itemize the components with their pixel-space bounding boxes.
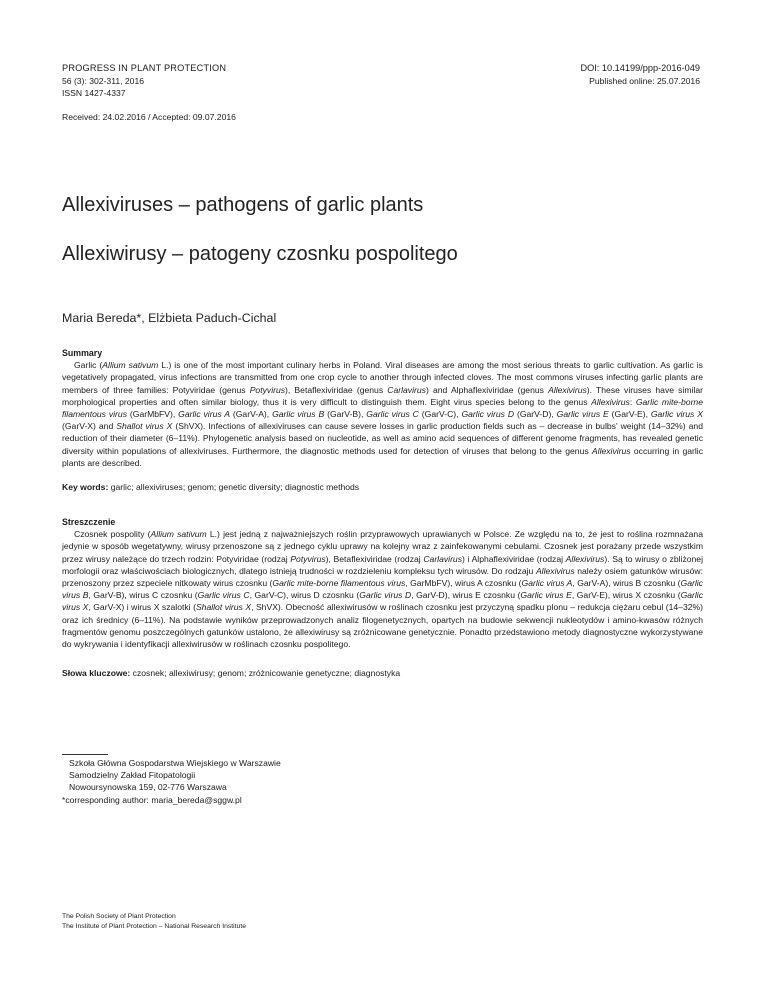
text-run: ) i Alphaflexiviridae (rodzaj <box>462 553 566 564</box>
text-run: , GarMbFV), wirus A czosnku ( <box>405 578 522 589</box>
summary-heading: Summary <box>62 348 103 358</box>
slowa-kluczowe-text: czosnek; allexiwirusy; genom; zróżnicowanie genetyczne; diagnostyka <box>130 668 401 678</box>
italic-term: Garlic virus C <box>197 590 250 601</box>
footnote-divider <box>62 754 108 755</box>
italic-term: Potyvirus <box>290 553 326 564</box>
italic-term: Allexivirus <box>535 565 575 576</box>
italic-term: Garlic virus C <box>366 409 419 420</box>
text-run: (GarV-E), <box>608 409 651 420</box>
keywords <box>62 481 703 493</box>
publisher-institute: The Institute of Plant Protection – National Research Institute <box>62 922 246 930</box>
text-run: Czosnek pospolity ( <box>74 529 151 540</box>
text-run: , GarV-C), wirus D czosnku ( <box>249 590 360 601</box>
italic-term: Allexivirus <box>591 396 630 407</box>
text-run: , GarV-A), wirus B czosnku ( <box>572 578 681 589</box>
text-run: occurring in garlic plants are described. <box>62 445 704 468</box>
keywords-text: garlic; allexiviruses; genom; genetic diversity; diagnostic methods <box>108 482 360 492</box>
slowa-kluczowe-label: Słowa kluczowe: <box>62 668 131 678</box>
streszczenie-heading: Streszczenie <box>62 517 116 527</box>
text-run: Garlic ( <box>74 360 103 371</box>
text-run: (ShVX). Infections of allexiviruses can cause severe losses in garlic production fields such as – decrease in bulbs' weight (14–32%) and reduction of their diameter (6–11%). Phylogenetic analysis based on nucleotide, as well as amino acid sequences of different genome fragments, has revealed genetic diversity within populations of allexiviruses. Furthermore, the diagnostic methods used for detection of viruses that belong to the genus <box>62 421 703 456</box>
journal-info <box>62 62 402 99</box>
italic-term: Garlic mite-borne filamentous virus <box>272 578 406 589</box>
italic-term: Allexivirus <box>565 553 605 564</box>
text-run: ), Betaflexiviridae (rodzaj <box>325 553 424 564</box>
streszczenie-text <box>62 528 703 650</box>
italic-term: Garlic mite-borne filamentous virus <box>62 396 703 420</box>
publisher-footer <box>62 912 246 931</box>
text-run: należy osiem gatunków wirusów: przenoszony przez szpeciele nitkowaty wirus czosnku ( <box>62 565 704 589</box>
italic-term: Allium sativum <box>150 529 207 540</box>
doi-link[interactable]: DOI: 10.14199/ppp-2016-049 <box>580 63 700 73</box>
published-date: Published online: 25.07.2016 <box>589 76 700 86</box>
italic-term: Garlic virus D <box>461 409 515 420</box>
journal-issn: ISSN 1427-4337 <box>62 88 126 98</box>
italic-term: Garlic virus A <box>521 578 573 589</box>
affiliation-department: Samodzielny Zakład Fitopatologii <box>69 770 196 781</box>
italic-term: Allium sativum <box>102 360 159 371</box>
authors: Maria Bereda*, Elżbieta Paduch-Cichal <box>62 311 277 325</box>
text-run: , GarV-D), wirus E czosnku ( <box>411 590 521 601</box>
italic-term: Allexivirus <box>591 445 631 456</box>
text-run: , ShVX). Obecność allexiwirusów w roślinach czosnku jest przyczyną spadku plonu – redukcja ciężaru cebul (14–32%) oraz ich średnicy (6–11%). Na podstawie wyników przeprowadzonych analiz filogenetycznych, opartych na budowie sekwencji nukleotydów i amino-kwasów różnych fragmentów genomu poszczególnych gatunków ustalono, że allexiwirusy są zróżnicowane genetycznie. Ponadto przedstawiono metody diagnostyczne wykorzystywane do wykrywania i identyfikacji allexiwirusów w roślinach czosnku pospolitego. <box>62 602 704 650</box>
keywords-label: Key words: <box>62 482 109 492</box>
affiliation-university: Szkoła Główna Gospodarstwa Wiejskiego w Warszawie <box>69 758 281 768</box>
text-run: , GarV-X) i wirus X szalotki ( <box>88 602 196 613</box>
article-title-polish: Allexiwirusy – patogeny czosnku pospolitego <box>62 243 458 265</box>
italic-term: Garlic virus E <box>556 409 609 420</box>
affiliation-address: Nowoursynowska 159, 02-776 Warszawa <box>69 782 227 793</box>
italic-term: Allexivirus <box>548 384 587 395</box>
italic-term: Garlic virus E <box>520 590 572 601</box>
text-run: (GarV-X) and <box>62 421 117 432</box>
text-run: ). Są to wirusy o zbliżonej morfologii oraz właściwościach biologicznych, dlatego istnieją trudności w rozdzieleniu kompleksu tych wirusów. Do rodzaju <box>62 553 703 576</box>
publisher-society: The Polish Society of Plant Protection <box>62 913 176 920</box>
slowa-kluczowe <box>62 667 703 679</box>
italic-term: Garlic virus B <box>62 578 703 601</box>
article-title-english: Allexiviruses – pathogens of garlic plants <box>62 194 424 216</box>
text-run: L.) jest jedną z najważniejszych roślin przyprawowych uprawianych w Polsce. Ze względu na to, że jest to roślina rozmnażana jedynie w sposób wegetatywny, wirusy przenoszone są z jednego cyklu uprawy na kolejny wraz z zainfekowanymi cebulami. Czosnek jest porażany przede wszystkim przez wirusy należące do trzech rodzin: Potyviridae (rodzaj <box>62 529 703 564</box>
italic-term: Garlic virus A <box>178 409 230 420</box>
summary-section <box>62 347 703 469</box>
italic-term: Shallot virus X <box>195 602 252 613</box>
corresponding-author: *corresponding author: maria_bereda@sggw.pl <box>62 794 242 805</box>
text-run: (GarV-D), <box>514 409 557 420</box>
streszczenie-section <box>62 516 703 650</box>
italic-term: Carlavirus <box>387 384 426 395</box>
text-run: ), Betaflexiviridae (genus <box>285 384 388 395</box>
doi-info <box>380 62 700 87</box>
text-run: (GarV-C), <box>418 409 462 420</box>
italic-term: Garlic virus B <box>272 409 325 420</box>
text-run: : <box>629 396 636 407</box>
italic-term: Garlic virus X <box>62 590 704 613</box>
italic-term: Garlic virus D <box>359 590 412 601</box>
text-run: , GarV-B), wirus C czosnku ( <box>88 590 198 601</box>
italic-term: Shallot virus X <box>116 421 173 432</box>
italic-term: Garlic virus X <box>650 409 703 420</box>
text-run: ) and Alphaflexiviridae (genus <box>425 384 549 395</box>
journal-volume: 56 (3): 302-311, 2016 <box>62 76 145 86</box>
italic-term: Carlavirus <box>423 553 463 564</box>
text-run: , GarV-E), wirus X czosnku ( <box>571 590 681 601</box>
received-accepted-dates: Received: 24.02.2016 / Accepted: 09.07.2016 <box>62 112 236 122</box>
summary-text <box>62 359 703 469</box>
text-run: L.) is one of the most important culinary herbs in Poland. Viral diseases are among the most serious threats to garlic cultivation. As garlic is vegetatively propagated, virus infections are transmitted from one crop cycle to another through infected cloves. The most commons viruses infecting garlic plants are members of three families: Potyviridae (genus <box>62 360 703 395</box>
affiliation <box>62 757 281 806</box>
journal-name: PROGRESS IN PLANT PROTECTION <box>62 63 227 73</box>
italic-term: Potyvirus <box>249 384 286 395</box>
text-run: (GarV-A), <box>229 409 273 420</box>
text-run: (GarV-B), <box>324 409 367 420</box>
text-run: (GarMbFV), <box>127 409 179 420</box>
text-run: ). These viruses have similar morphological properties and often similar biology, thus it is very difficult to distinguish them. Eight virus species belong to the genus <box>62 384 703 407</box>
